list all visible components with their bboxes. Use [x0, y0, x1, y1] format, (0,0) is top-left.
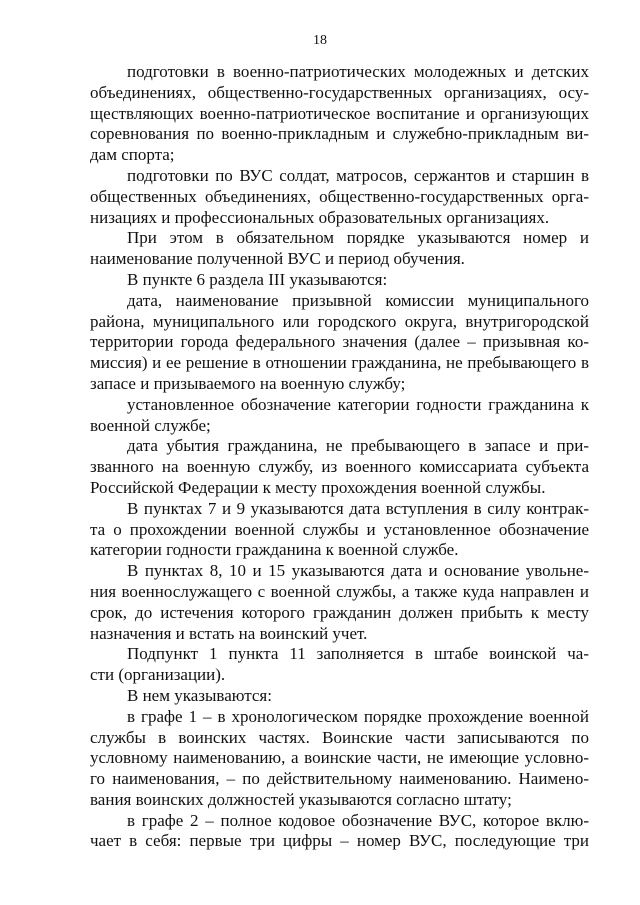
- text-line: го наименования, – по действительному наименованию. Наимено-: [90, 769, 589, 789]
- text-line: установленное обозначение категории годности гражданина к: [127, 394, 589, 414]
- text-line: ния военнослужащего с военной службы, а также куда направлен и: [90, 581, 589, 601]
- text-line: В пунктах 8, 10 и 15 указываются дата и основание увольне-: [127, 561, 589, 581]
- text-line: В нем указываются:: [127, 685, 272, 705]
- text-line: дам спорта;: [90, 145, 175, 165]
- paragraph: [90, 499, 589, 561]
- text-line: условному наименованию, а воинские части, не имеющие условно-: [90, 748, 589, 768]
- text-line: назначения и встать на воинский учет.: [90, 623, 368, 643]
- paragraph: [90, 436, 589, 498]
- text-line: низациях и профессиональных образовательных организациях.: [90, 207, 550, 227]
- text-line: званного на военную службу, из военного комиссариата субъекта: [90, 457, 589, 477]
- paragraph: [90, 166, 589, 228]
- text-line: дата убытия гражданина, не пребывающего в запасе и при-: [127, 436, 589, 456]
- paragraph: [90, 291, 589, 395]
- text-line: миссия) и ее решение в отношении гражданина, не пребывающего в: [90, 353, 589, 373]
- text-line: В пунктах 7 и 9 указываются дата вступления в силу контрак-: [127, 498, 589, 518]
- text-line: военной службе;: [90, 415, 211, 435]
- text-line: территории города федерального значения (далее – призывная ко-: [90, 332, 589, 352]
- text-line: дата, наименование призывной комиссии муниципального: [127, 290, 589, 310]
- text-line: подготовки по ВУС солдат, матросов, сержантов и старшин в: [127, 165, 589, 185]
- text-line: запасе и призываемого на военную службу;: [90, 373, 406, 393]
- text-line: соревнования по военно-прикладным и служебно-прикладным ви-: [90, 124, 589, 144]
- paragraph: [90, 62, 589, 166]
- text-line: сти (организации).: [90, 665, 226, 685]
- text-line: вания воинских должностей указываются согласно штату;: [90, 789, 512, 809]
- text-line: объединениях, общественно-государственных организациях, осу-: [90, 82, 589, 102]
- text-line: При этом в обязательном порядке указываются номер и: [127, 228, 589, 248]
- paragraph: [90, 707, 589, 811]
- body-text: [90, 62, 589, 852]
- text-line: подготовки в военно-патриотических молодежных и детских: [127, 62, 589, 81]
- paragraph: [90, 270, 589, 291]
- text-line: та о прохождении военной службы и установленное обозначение: [90, 519, 589, 539]
- text-line: Подпункт 1 пункта 11 заполняется в штабе воинской ча-: [127, 644, 589, 664]
- text-line: срок, до истечения которого гражданин должен прибыть к месту: [90, 602, 589, 622]
- paragraph: [90, 561, 589, 644]
- text-line: наименование полученной ВУС и период обучения.: [90, 249, 465, 269]
- page-number: 18: [313, 33, 327, 48]
- paragraph: [90, 811, 589, 853]
- text-line: в графе 2 – полное кодовое обозначение ВУС, которое вклю-: [127, 810, 589, 830]
- text-line: В пункте 6 раздела III указываются:: [127, 269, 388, 289]
- text-line: чает в себя: первые три цифры – номер ВУС, последующие три: [90, 831, 589, 851]
- text-line: Российской Федерации к месту прохождения военной службы.: [90, 477, 546, 497]
- text-line: службы в воинских частях. Воинские части записываются по: [90, 727, 589, 747]
- paragraph: [90, 644, 589, 686]
- paragraph: [90, 686, 589, 707]
- text-line: категории годности гражданина к военной службе.: [90, 540, 459, 560]
- paragraph: [90, 228, 589, 270]
- text-line: района, муниципального или городского округа, внутригородской: [90, 311, 589, 331]
- paragraph: [90, 395, 589, 437]
- text-line: общественных объединениях, общественно-государственных орга-: [90, 186, 589, 206]
- text-line: ществляющих военно-патриотическое воспитание и организующих: [90, 103, 589, 123]
- text-line: в графе 1 – в хронологическом порядке прохождение военной: [127, 706, 589, 726]
